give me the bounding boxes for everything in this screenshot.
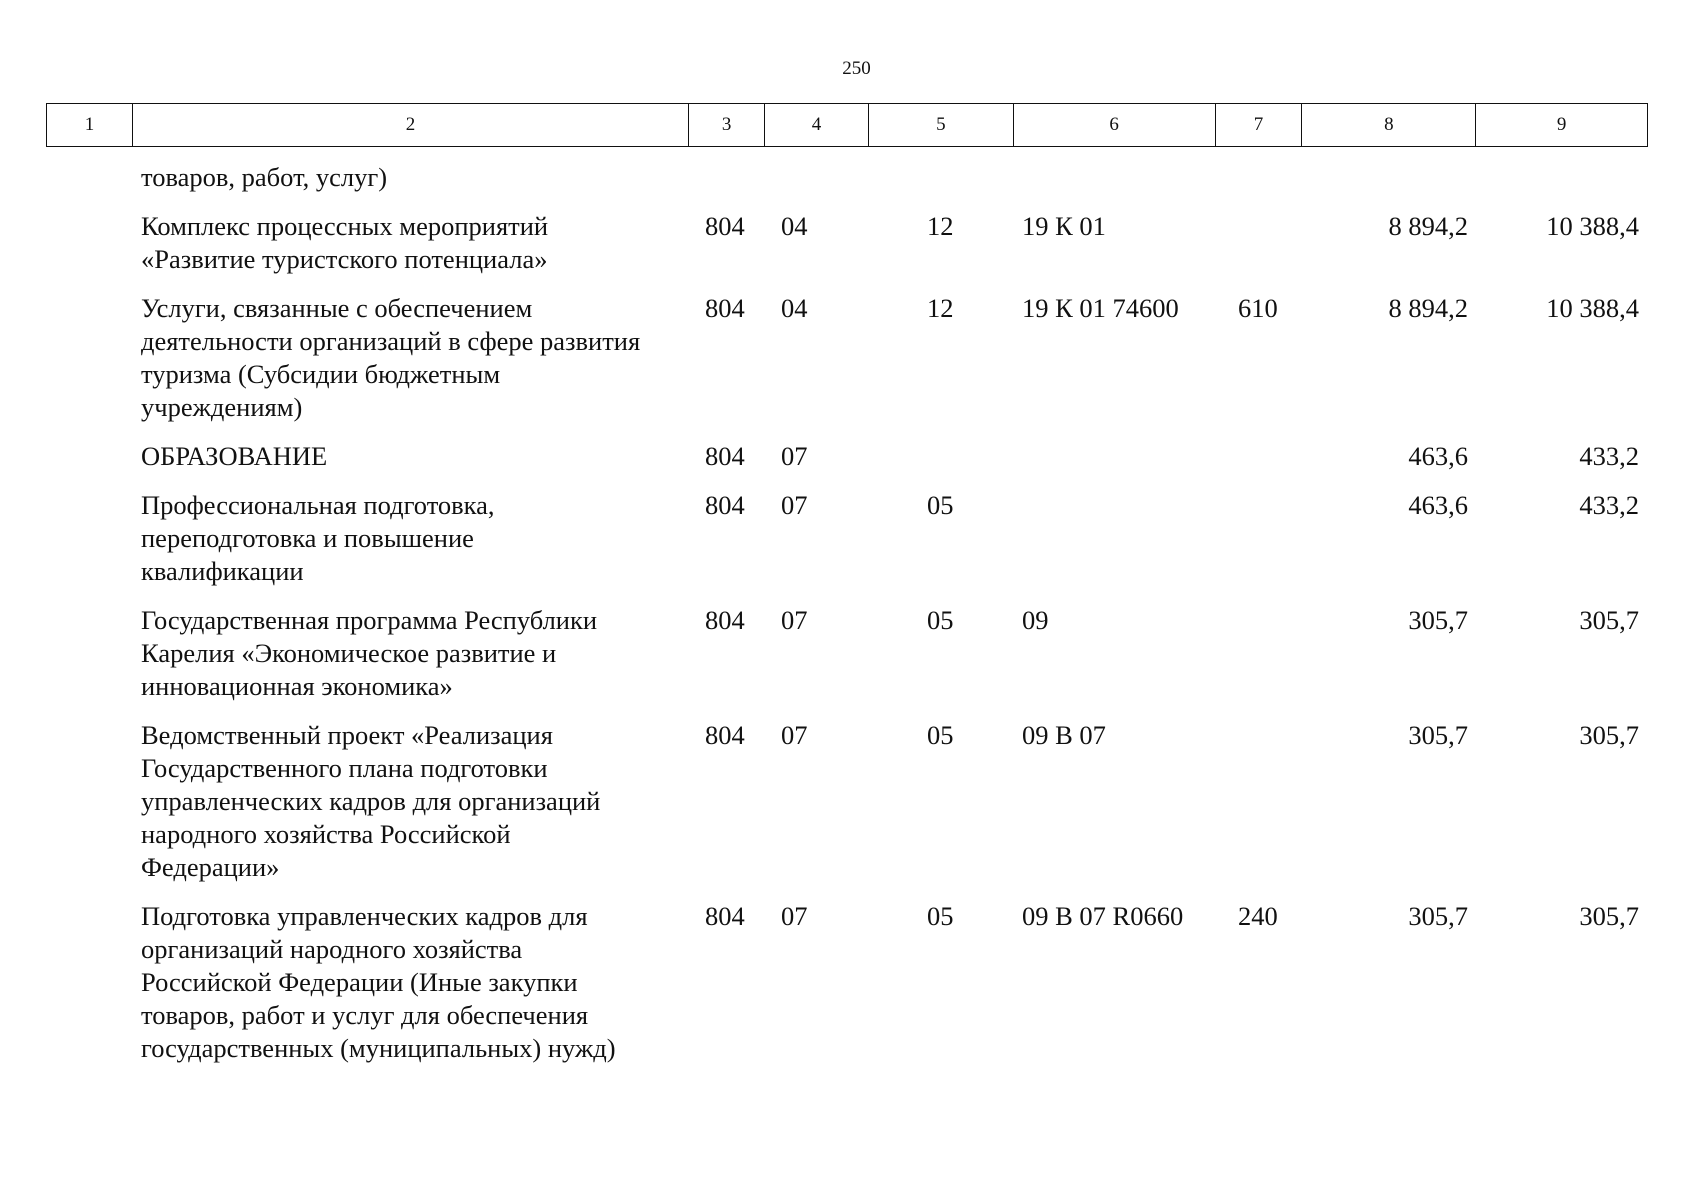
- row-amount-2: [1477, 161, 1648, 194]
- row-amount-2: 305,7: [1579, 720, 1639, 750]
- row-ministry-code: [689, 161, 765, 194]
- table-row: [46, 292, 1648, 424]
- row-ministry-code: 804: [705, 720, 745, 750]
- row-section-code: 07: [781, 441, 808, 471]
- header-col-8: 8: [1302, 104, 1476, 146]
- row-subsection-code: 12: [927, 293, 954, 323]
- row-section-code: 07: [781, 490, 808, 520]
- row-amount-2: 10 388,4: [1546, 293, 1639, 323]
- row-subsection-code: [869, 161, 1014, 194]
- row-amount-2: 433,2: [1579, 490, 1639, 520]
- row-ministry-code: 804: [705, 605, 745, 635]
- row-section-code: 07: [781, 720, 808, 750]
- row-spacer: [46, 719, 132, 884]
- row-target-code: [1014, 440, 1216, 473]
- row-target-code: [1014, 489, 1216, 588]
- row-amount-1: 463,6: [1408, 441, 1468, 471]
- row-target-code: 09 В 07 R0660: [1022, 901, 1184, 931]
- row-amount-2: 305,7: [1579, 605, 1639, 635]
- row-name: Подготовка управленческих кадров для организаций народного хозяйства Российской Федерации (Иные закупки товаров, работ и услуг для обеспечения государственных (муниципальных) нужд): [141, 901, 616, 1063]
- row-spacer: [46, 161, 132, 194]
- table-row: [46, 210, 1648, 276]
- row-ministry-code: 804: [705, 293, 745, 323]
- header-col-1: 1: [47, 104, 133, 146]
- row-amount-2: 433,2: [1579, 441, 1639, 471]
- header-col-3: 3: [689, 104, 765, 146]
- row-subsection-code: 12: [927, 211, 954, 241]
- row-subsection-code: 05: [927, 490, 954, 520]
- row-name: Комплекс процессных мероприятий «Развитие туристского потенциала»: [141, 211, 549, 274]
- row-expense-type: [1216, 604, 1303, 703]
- row-expense-type: [1216, 210, 1303, 276]
- row-expense-type: [1216, 719, 1303, 884]
- row-name: товаров, работ, услуг): [141, 162, 388, 192]
- row-ministry-code: 804: [705, 211, 745, 241]
- row-target-code: 09: [1022, 605, 1049, 635]
- table-row: [46, 161, 1648, 194]
- row-expense-type: 610: [1238, 293, 1278, 323]
- row-spacer: [46, 292, 132, 424]
- row-subsection-code: 05: [927, 901, 954, 931]
- row-subsection-code: [869, 440, 1014, 473]
- header-col-4: 4: [765, 104, 869, 146]
- row-name: ОБРАЗОВАНИЕ: [141, 441, 328, 471]
- table-row: [46, 604, 1648, 703]
- row-expense-type: 240: [1238, 901, 1278, 931]
- row-target-code: 09 В 07: [1022, 720, 1106, 750]
- row-expense-type: [1216, 161, 1303, 194]
- row-ministry-code: 804: [705, 441, 745, 471]
- row-target-code: 19 К 01 74600: [1022, 293, 1179, 323]
- row-name: Услуги, связанные с обеспечением деятельности организаций в сфере развития туризма (Субсидии бюджетным учреждениям): [141, 293, 641, 422]
- header-col-7: 7: [1216, 104, 1303, 146]
- row-amount-1: 305,7: [1408, 605, 1468, 635]
- row-spacer: [46, 604, 132, 703]
- row-target-code: [1014, 161, 1216, 194]
- row-name: Профессиональная подготовка, переподготовка и повышение квалификации: [141, 490, 495, 586]
- row-spacer: [46, 440, 132, 473]
- row-expense-type: [1216, 440, 1303, 473]
- row-amount-2: 305,7: [1579, 901, 1639, 931]
- row-expense-type: [1216, 489, 1303, 588]
- row-name: Ведомственный проект «Реализация Государственного плана подготовки управленческих кадров для организаций народного хозяйства Российской Федерации»: [141, 720, 601, 882]
- budget-table: [46, 103, 1648, 1065]
- header-col-2: 2: [133, 104, 689, 146]
- row-subsection-code: 05: [927, 605, 954, 635]
- row-amount-1: 463,6: [1408, 490, 1468, 520]
- page-number: 250: [842, 58, 871, 79]
- row-ministry-code: 804: [705, 901, 745, 931]
- header-col-6: 6: [1014, 104, 1216, 146]
- row-section-code: 07: [781, 901, 808, 931]
- table-row: [46, 719, 1648, 884]
- table-row: [46, 440, 1648, 473]
- header-col-5: 5: [869, 104, 1014, 146]
- row-name: Государственная программа Республики Карелия «Экономическое развитие и инновационная экономика»: [141, 605, 598, 701]
- table-row: [46, 900, 1648, 1065]
- row-amount-1: 8 894,2: [1388, 211, 1468, 241]
- row-ministry-code: 804: [705, 490, 745, 520]
- row-amount-1: 8 894,2: [1388, 293, 1468, 323]
- row-amount-1: 305,7: [1408, 720, 1468, 750]
- row-target-code: 19 К 01: [1022, 211, 1106, 241]
- table-row: [46, 489, 1648, 588]
- row-section-code: 04: [781, 211, 808, 241]
- row-spacer: [46, 900, 132, 1065]
- row-spacer: [46, 489, 132, 588]
- row-section-code: [765, 161, 869, 194]
- header-col-9: 9: [1556, 114, 1567, 135]
- row-amount-1: [1303, 161, 1477, 194]
- row-spacer: [46, 210, 132, 276]
- row-section-code: 07: [781, 605, 808, 635]
- row-amount-1: 305,7: [1408, 901, 1468, 931]
- row-subsection-code: 05: [927, 720, 954, 750]
- row-section-code: 04: [781, 293, 808, 323]
- row-amount-2: 10 388,4: [1546, 211, 1639, 241]
- table-header: [46, 103, 1648, 147]
